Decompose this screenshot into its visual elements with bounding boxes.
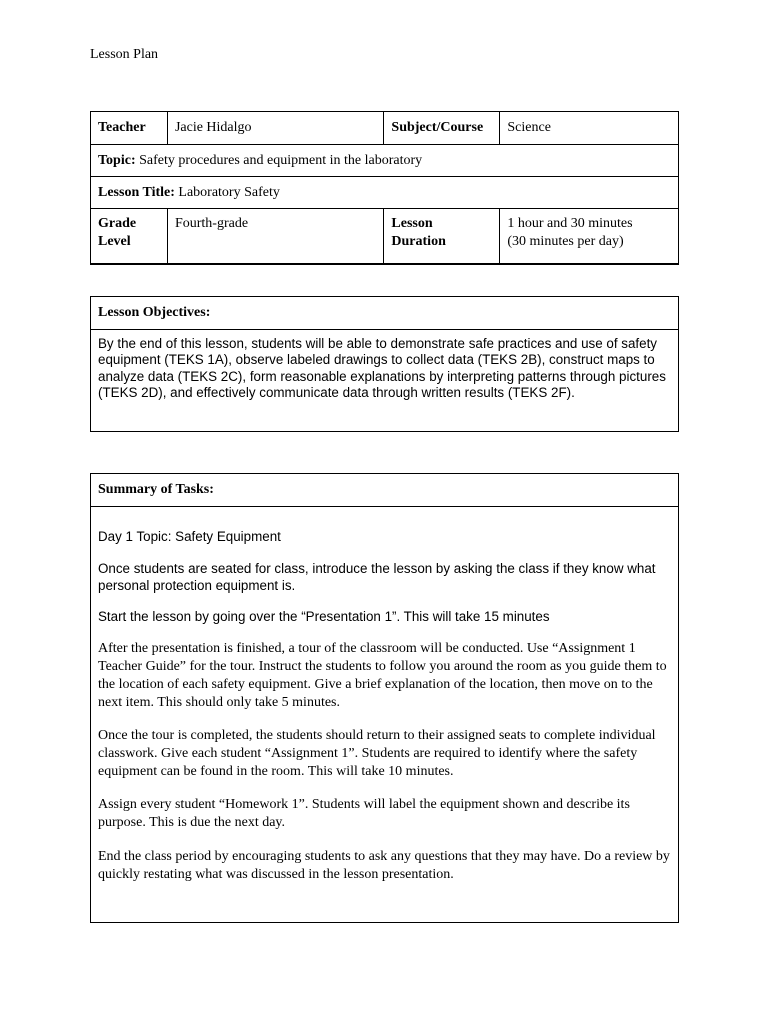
objectives-heading: Lesson Objectives: bbox=[91, 297, 678, 330]
grade-value: Fourth-grade bbox=[167, 209, 383, 265]
task-paragraph-7: End the class period by encouraging students to ask any questions that they may have. Do a review by quickly restating what was discussed in the lesson presentation. bbox=[98, 849, 670, 882]
tasks-heading: Summary of Tasks: bbox=[91, 474, 678, 507]
duration-label-line2: Duration bbox=[391, 234, 446, 249]
subject-label: Subject/Course bbox=[384, 112, 500, 145]
teacher-label: Teacher bbox=[91, 112, 168, 145]
duration-label-line1: Lesson bbox=[391, 216, 433, 231]
task-paragraph-5: Once the tour is completed, the students should return to their assigned seats to complete individual classwork. Give each student “Assignment 1”. Students are required to identify where the safety equipment can be found in the room. This will take 10 minutes. bbox=[98, 728, 656, 779]
duration-line1: 1 hour and 30 minutes bbox=[507, 216, 633, 231]
topic-label: Topic: bbox=[98, 152, 136, 168]
lesson-title-cell bbox=[91, 177, 679, 209]
grade-duration-row bbox=[91, 209, 679, 265]
summary-of-tasks-box bbox=[90, 473, 679, 923]
task-paragraph-2: Once students are seated for class, introduce the lesson by asking the class if they know what personal protection equipment is. bbox=[98, 561, 656, 593]
grade-label-line1: Grade bbox=[98, 216, 137, 231]
task-paragraph-6: Assign every student “Homework 1”. Students will label the equipment shown and describe its purpose. This is due the next day. bbox=[98, 797, 630, 830]
subject-value: Science bbox=[500, 112, 679, 145]
topic-cell bbox=[91, 145, 679, 177]
task-paragraph-1: Day 1 Topic: Safety Equipment bbox=[98, 529, 281, 544]
objectives-text: By the end of this lesson, students will be able to demonstrate safe practices and use of safety equipment (TEKS 1A), observe labeled drawings to collect data (TEKS 2B), construct maps to analyze data (TEKS 2C), form reasonable explanations by interpreting patterns through pictures (TEKS 2D), and effectively communicate data through written results (TEKS 2F). bbox=[98, 336, 666, 401]
teacher-row bbox=[91, 112, 679, 145]
grade-label-line2: Level bbox=[98, 234, 131, 249]
grade-label bbox=[91, 209, 168, 265]
duration-line2: (30 minutes per day) bbox=[507, 234, 624, 249]
task-paragraph-3: Start the lesson by going over the “Presentation 1”. This will take 15 minutes bbox=[98, 609, 550, 624]
document-title: Lesson Plan bbox=[90, 47, 159, 62]
lesson-info-table bbox=[90, 111, 679, 265]
task-paragraph-4: After the presentation is finished, a tour of the classroom will be conducted. Use “Assignment 1 Teacher Guide” for the tour. Instruct the students to follow you around the room as you guide them to the location of each safety equipment. Give a brief explanation of the location, then move on to the next item. This should only take 5 minutes. bbox=[98, 641, 667, 710]
topic-row bbox=[91, 145, 679, 177]
duration-label bbox=[384, 209, 500, 265]
teacher-value: Jacie Hidalgo bbox=[167, 112, 383, 145]
topic-value: Safety procedures and equipment in the laboratory bbox=[139, 152, 423, 168]
lesson-title-value: Laboratory Safety bbox=[178, 184, 280, 200]
lesson-objectives-box bbox=[90, 296, 679, 432]
lesson-title-label: Lesson Title: bbox=[98, 184, 175, 200]
duration-value bbox=[500, 209, 679, 265]
lesson-title-row bbox=[91, 177, 679, 209]
